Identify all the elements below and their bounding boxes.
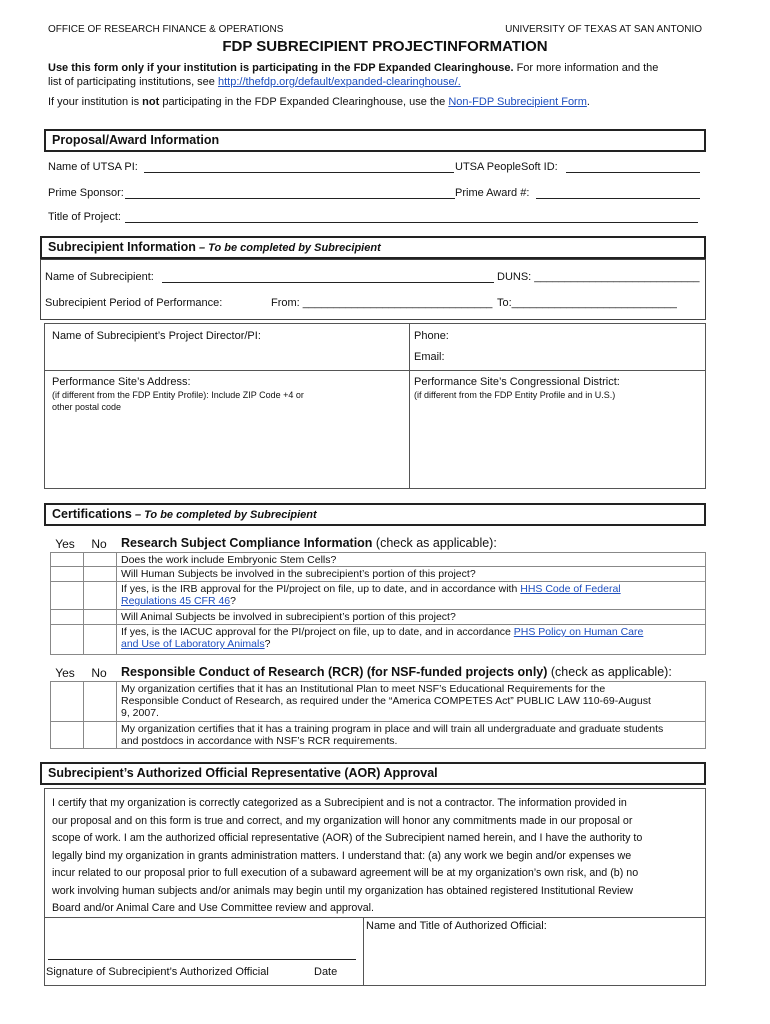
certifications-heading-text: Certifications — [52, 507, 132, 521]
prime-award-field[interactable] — [536, 198, 700, 199]
aor-line-7: Board and/or Animal Care and Use Committee review and approval. — [52, 902, 374, 914]
district-label[interactable]: Performance Site’s Congressional District: — [414, 376, 620, 388]
q3-pre: If yes, is the IRB approval for the PI/project on file, up to date, and in accordance with — [121, 583, 521, 595]
r2-line-2: and postdocs in accordance with NSF’s RCR requirements. — [121, 735, 398, 747]
rcr-title-text: Responsible Conduct of Research (RCR) (for NSF-funded projects only) — [121, 665, 548, 679]
q3-end: ? — [230, 595, 236, 607]
q1-no-checkbox[interactable] — [83, 552, 117, 567]
utsa-pi-field[interactable] — [144, 172, 454, 173]
q2-no-checkbox[interactable] — [83, 566, 117, 582]
subrecipient-name-label: Name of Subrecipient: — [45, 271, 154, 283]
non-fdp-form-link[interactable]: Non-FDP Subrecipient Form — [448, 96, 587, 108]
q4-yes-checkbox[interactable] — [50, 609, 84, 625]
rcr-title — [121, 665, 672, 679]
aor-line-2: our proposal and on this form is true and correct, and my organization will honor any commitments made in our proposal or — [52, 814, 633, 827]
signature-label: Signature of Subrecipient’s Authorized Official — [46, 966, 269, 978]
pd-pi-table — [44, 323, 706, 489]
r1-line-2: Responsible Conduct of Research, as required under the “America COMPETES Act” PUBLIC LAW 110-69-August — [121, 695, 651, 707]
period-from-field[interactable]: From: _______________________________ — [271, 297, 493, 309]
rcr-no-header: No — [91, 666, 107, 680]
intro-line2-text: list of participating institutions, see — [48, 76, 218, 88]
site-address-label[interactable]: Performance Site’s Address: — [52, 376, 191, 388]
intro-not: not — [142, 96, 160, 108]
peoplesoft-field[interactable] — [566, 172, 700, 173]
q2-yes-checkbox[interactable] — [50, 566, 84, 582]
duns-field[interactable]: DUNS: ___________________________ — [497, 271, 700, 283]
proposal-heading: Proposal/Award Information — [44, 129, 706, 152]
aor-sign-divider — [44, 917, 706, 918]
phs-policy-link[interactable]: PHS Policy on Human Care — [513, 626, 644, 638]
prime-award-label: Prime Award #: — [455, 187, 530, 199]
pd-pi-label[interactable]: Name of Subrecipient’s Project Director/PI: — [52, 330, 261, 342]
pd-pi-row-divider — [44, 370, 706, 371]
cfr-46-link[interactable]: Regulations 45 CFR 46 — [121, 595, 231, 607]
intro-bold: Use this form only if your institution is participating in the FDP Expanded Clearinghouse. — [48, 62, 514, 74]
q1-yes-checkbox[interactable] — [50, 552, 84, 567]
aor-line-6: work involving human subjects and/or animals may begin until my organization has obtained registered Institutional Review — [52, 884, 633, 897]
pd-pi-divider — [409, 323, 410, 489]
aor-line-5: incur related to our proposal prior to full execution of a subaward agreement will be at my organization’s own risk, and (b) no — [52, 867, 639, 879]
intro-line3-end: . — [586, 96, 590, 108]
hhs-cfr-link[interactable]: HHS Code of Federal — [520, 583, 621, 595]
q2-text: Will Human Subjects be involved in the subrecipient’s portion of this project? — [116, 566, 706, 582]
rcr-yes-header: Yes — [55, 666, 75, 680]
q3-no-checkbox[interactable] — [83, 581, 117, 610]
certifications-heading-note: – To be completed by Subrecipient — [131, 509, 317, 521]
rsc-note: (check as applicable): — [372, 536, 497, 550]
q5-yes-checkbox[interactable] — [50, 624, 84, 655]
peoplesoft-label: UTSA PeopleSoft ID: — [455, 161, 558, 173]
q1-text: Does the work include Embryonic Stem Cells? — [116, 552, 706, 567]
intro-line-2 — [48, 76, 461, 88]
date-label: Date — [314, 966, 338, 978]
intro-line-3 — [48, 96, 590, 108]
aor-sign-vertical — [363, 917, 364, 986]
university-name: UNIVERSITY OF TEXAS AT SAN ANTONIO — [505, 24, 702, 35]
email-label[interactable]: Email: — [414, 351, 445, 363]
intro-line3-mid: participating in the FDP Expanded Clearinghouse, use the — [159, 96, 449, 108]
signature-line[interactable] — [48, 959, 356, 960]
intro-line-1 — [48, 62, 658, 74]
subrecipient-box — [40, 259, 706, 320]
rcr-note: (check as applicable): — [547, 665, 672, 679]
rsc-no-header: No — [91, 537, 107, 551]
site-address-note-1: (if different from the FDP Entity Profile): Include ZIP Code +4 or — [52, 390, 304, 400]
q5-no-checkbox[interactable] — [83, 624, 117, 655]
r1-line-3: 9, 2007. — [121, 707, 159, 719]
page-title: FDP SUBRECIPIENT PROJECTINFORMATION — [222, 38, 548, 55]
project-title-label: Title of Project: — [48, 211, 121, 223]
aor-heading: Subrecipient’s Authorized Official Representative (AOR) Approval — [40, 762, 706, 785]
period-to-field[interactable]: To:___________________________ — [497, 297, 677, 309]
q3-yes-checkbox[interactable] — [50, 581, 84, 610]
lab-animals-link[interactable]: and Use of Laboratory Animals — [121, 638, 265, 650]
q5-pre: If yes, is the IACUC approval for the PI/project on file, up to date, and in accordance — [121, 626, 514, 638]
r1-no-checkbox[interactable] — [83, 681, 117, 722]
q4-no-checkbox[interactable] — [83, 609, 117, 625]
period-label: Subrecipient Period of Performance: — [45, 297, 223, 309]
r2-text — [116, 721, 706, 749]
subrecipient-heading-text: Subrecipient Information — [48, 240, 196, 254]
prime-sponsor-field[interactable] — [125, 198, 455, 199]
rsc-yes-header: Yes — [55, 537, 75, 551]
r1-text — [116, 681, 706, 722]
r2-no-checkbox[interactable] — [83, 721, 117, 749]
rsc-title-text: Research Subject Compliance Information — [121, 536, 373, 550]
name-title-label[interactable]: Name and Title of Authorized Official: — [366, 920, 547, 932]
certifications-heading — [44, 503, 706, 526]
r2-line-1: My organization certifies that it has a training program in place and will train all undergraduate and graduate students — [121, 723, 664, 735]
intro-line3-pre: If your institution is — [48, 96, 143, 108]
rsc-title — [121, 536, 497, 550]
q5-end: ? — [264, 638, 271, 650]
q3-text — [116, 581, 706, 610]
r1-yes-checkbox[interactable] — [50, 681, 84, 722]
q5-text — [116, 624, 706, 655]
utsa-pi-label: Name of UTSA PI: — [48, 161, 138, 173]
r1-line-1: My organization certifies that it has an Institutional Plan to meet NSF’s Educational Requirements for the — [121, 683, 606, 695]
phone-label[interactable]: Phone: — [414, 330, 449, 342]
aor-certification-text — [52, 795, 642, 918]
subrecipient-heading — [40, 236, 706, 259]
r2-yes-checkbox[interactable] — [50, 721, 84, 749]
project-title-field[interactable] — [125, 222, 698, 223]
subrecipient-name-field[interactable] — [162, 282, 494, 283]
aor-line-1: I certify that my organization is correctly categorized as a Subrecipient and is not a contractor. The information provided in — [52, 797, 627, 809]
site-address-note-2: other postal code — [52, 402, 122, 412]
prime-sponsor-label: Prime Sponsor: — [48, 187, 124, 199]
q4-text: Will Animal Subjects be involved in subrecipient’s portion of this project? — [116, 609, 706, 625]
aor-line-4: legally bind my organization in grants administration matters. I understand that: (a) any work we begin and/or expenses we — [52, 849, 632, 862]
district-note: (if different from the FDP Entity Profile and in U.S.) — [414, 390, 616, 400]
subrecipient-heading-note: – To be completed by Subrecipient — [195, 242, 381, 254]
office-name: OFFICE OF RESEARCH FINANCE & OPERATIONS — [48, 24, 284, 35]
clearinghouse-link[interactable]: http://thefdp.org/default/expanded-clearinghouse/. — [217, 76, 461, 88]
aor-line-3: scope of work. I am the authorized official representative (AOR) of the Subrecipient named herein, and I have the authority to — [52, 832, 643, 844]
intro-rest: For more information and the — [513, 62, 659, 74]
